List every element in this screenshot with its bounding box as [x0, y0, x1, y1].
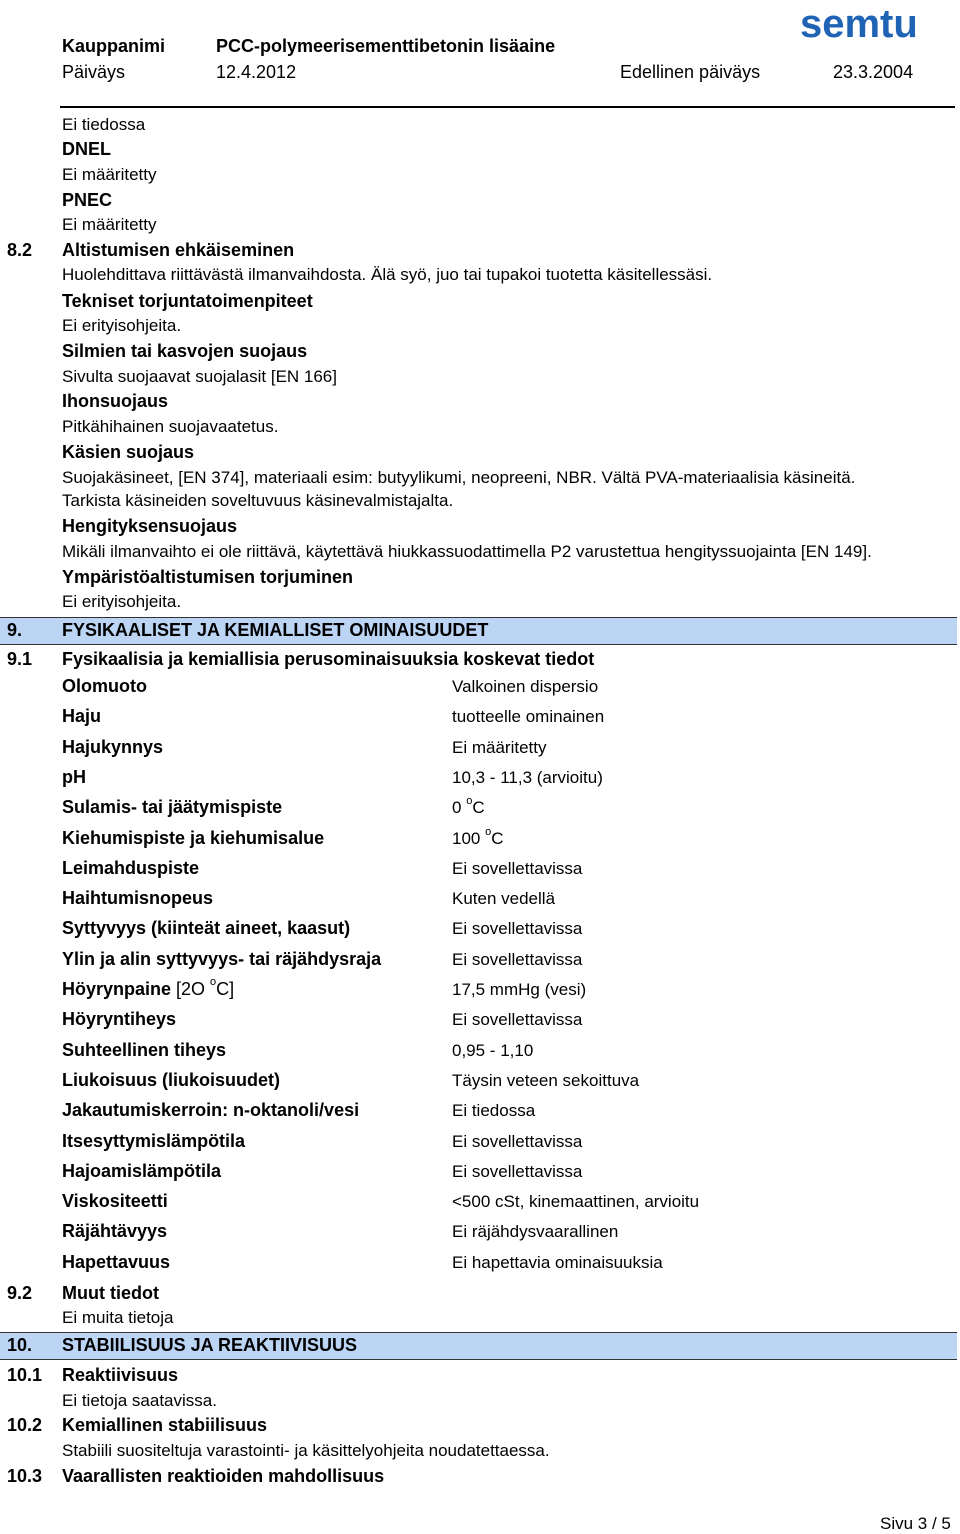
property-value: 17,5 mmHg (vesi)	[452, 980, 587, 999]
property-label: pH	[62, 767, 86, 787]
technical-measures-heading: Tekniset torjuntatoimenpiteet	[62, 291, 313, 311]
property-value: Ei sovellettavissa	[452, 1162, 583, 1181]
section-number: 8.2	[7, 240, 33, 260]
property-value: Ei sovellettavissa	[452, 950, 583, 969]
other-info-text: Ei muita tietoja	[62, 1308, 174, 1327]
property-label: Itsesyttymislämpötila	[62, 1131, 246, 1151]
eye-protection-text: Sivulta suojaavat suojalasit [EN 166]	[62, 367, 337, 386]
page-number: Sivu 3 / 5	[880, 1514, 951, 1533]
reactivity-text: Ei tietoja saatavissa.	[62, 1391, 217, 1410]
property-value: Ei määritetty	[452, 738, 547, 757]
chemical-stability-text: Stabiili suositeltuja varastointi- ja käsittelyohjeita noudatettaessa.	[62, 1441, 550, 1460]
property-label: Sulamis- tai jäätymispiste	[62, 797, 283, 817]
section-title-physical-properties: FYSIKAALISET JA KEMIALLISET OMINAISUUDET	[62, 620, 489, 640]
property-value: Kuten vedellä	[452, 889, 556, 908]
property-value: Ei sovellettavissa	[452, 1010, 583, 1029]
subsection-number: 9.1	[7, 649, 33, 669]
subsection-title-hazardous-reactions: Vaarallisten reaktioiden mahdollisuus	[62, 1466, 385, 1486]
product-name: PCC-polymeerisementtibetonin lisäaine	[216, 36, 556, 56]
property-label: Haju	[62, 706, 102, 726]
property-value: Ei sovellettavissa	[452, 1132, 583, 1151]
dnel-value: Ei määritetty	[62, 165, 157, 184]
property-value: <500 cSt, kinemaattinen, arvioitu	[452, 1192, 700, 1211]
header-divider	[60, 106, 955, 108]
date-value: 12.4.2012	[216, 62, 297, 82]
property-label: Hajukynnys	[62, 737, 164, 757]
property-label: Haihtumisnopeus	[62, 888, 214, 908]
subsection-title: Fysikaalisia ja kemiallisia perusominaisuuksia koskevat tiedot	[62, 649, 595, 669]
environmental-exposure-heading: Ympäristöaltistumisen torjuminen	[62, 567, 354, 587]
text-line: Ei tiedossa	[62, 115, 146, 134]
section-title-exposure-controls: Altistumisen ehkäiseminen	[62, 240, 295, 260]
subsection-number: 10.1	[7, 1365, 43, 1385]
subsection-title-other-info: Muut tiedot	[62, 1283, 159, 1303]
property-label: Suhteellinen tiheys	[62, 1040, 227, 1060]
skin-protection-text: Pitkähihainen suojavaatetus.	[62, 417, 279, 436]
exposure-text: Huolehdittava riittävästä ilmanvaihdosta. Älä syö, juo tai tupakoi tuotetta käsitellessäsi.	[62, 265, 713, 284]
subsection-number: 10.2	[7, 1415, 43, 1435]
hand-protection-text: Suojakäsineet, [EN 374], materiaali esim: butyylikumi, neopreeni, NBR. Vältä PVA-materiaalisia käsineitä.	[62, 468, 856, 487]
date-label: Päiväys	[62, 62, 126, 82]
trade-name-label: Kauppanimi	[62, 36, 166, 56]
property-value: 10,3 - 11,3 (arvioitu)	[452, 768, 603, 787]
property-label: Ylin ja alin syttyvyys- tai räjähdysraja	[62, 949, 382, 969]
dnel-heading: DNEL	[62, 139, 111, 159]
respiratory-protection-text: Mikäli ilmanvaihto ei ole riittävä, käytettävä hiukkassuodattimella P2 varustettua hengityssuojainta [EN 149].	[62, 542, 872, 561]
property-label: Liukoisuus (liukoisuudet)	[62, 1070, 281, 1090]
skin-protection-heading: Ihonsuojaus	[62, 391, 169, 411]
property-value: Täysin veteen sekoittuva	[452, 1071, 640, 1090]
property-value: Ei tiedossa	[452, 1101, 536, 1120]
subsection-number: 9.2	[7, 1283, 33, 1303]
section-number: 10.	[7, 1335, 33, 1355]
property-label: Olomuoto	[62, 676, 147, 696]
property-value: 100 $^o$C	[452, 826, 504, 848]
property-value: Ei hapettavia ominaisuuksia	[452, 1253, 663, 1272]
property-label: Höyrynpaine [2O $^o$C]	[62, 976, 235, 999]
property-label: Räjähtävyys	[62, 1221, 168, 1241]
technical-measures-text: Ei erityisohjeita.	[62, 316, 182, 335]
pnec-value: Ei määritetty	[62, 215, 157, 234]
eye-protection-heading: Silmien tai kasvojen suojaus	[62, 341, 308, 361]
section-title-stability: STABIILISUUS JA REAKTIIVISUUS	[62, 1335, 358, 1355]
property-label: Viskositeetti	[62, 1191, 168, 1211]
hand-protection-heading: Käsien suojaus	[62, 442, 195, 462]
respiratory-protection-heading: Hengityksensuojaus	[62, 516, 238, 536]
property-value: 0 $^o$C	[452, 795, 485, 817]
property-label: Leimahduspiste	[62, 858, 200, 878]
subsection-number: 10.3	[7, 1466, 43, 1486]
subsection-title-reactivity: Reaktiivisuus	[62, 1365, 179, 1385]
property-label: Hajoamislämpötila	[62, 1161, 222, 1181]
property-label: Hapettavuus	[62, 1252, 171, 1272]
property-value: Ei räjähdysvaarallinen	[452, 1222, 619, 1241]
property-label: Kiehumispiste ja kiehumisalue	[62, 828, 325, 848]
section-number: 9.	[7, 620, 23, 640]
subsection-title-chemical-stability: Kemiallinen stabiilisuus	[62, 1415, 268, 1435]
property-label: Syttyvyys (kiinteät aineet, kaasut)	[62, 918, 351, 938]
property-value: Ei sovellettavissa	[452, 919, 583, 938]
property-value: Valkoinen dispersio	[452, 677, 599, 696]
previous-date-label: Edellinen päiväys	[620, 62, 761, 82]
environmental-exposure-text: Ei erityisohjeita.	[62, 592, 182, 611]
semtu-logo: semtu	[800, 2, 918, 46]
previous-date-value: 23.3.2004	[833, 62, 914, 82]
hand-protection-text: Tarkista käsineiden soveltuvuus käsinevalmistajalta.	[62, 491, 454, 510]
property-label: Höyryntiheys	[62, 1009, 177, 1029]
property-label: Jakautumiskerroin: n-oktanoli/vesi	[62, 1100, 360, 1120]
pnec-heading: PNEC	[62, 190, 113, 210]
property-value: Ei sovellettavissa	[452, 859, 583, 878]
property-value: 0,95 - 1,10	[452, 1041, 534, 1060]
property-value: tuotteelle ominainen	[452, 707, 605, 726]
